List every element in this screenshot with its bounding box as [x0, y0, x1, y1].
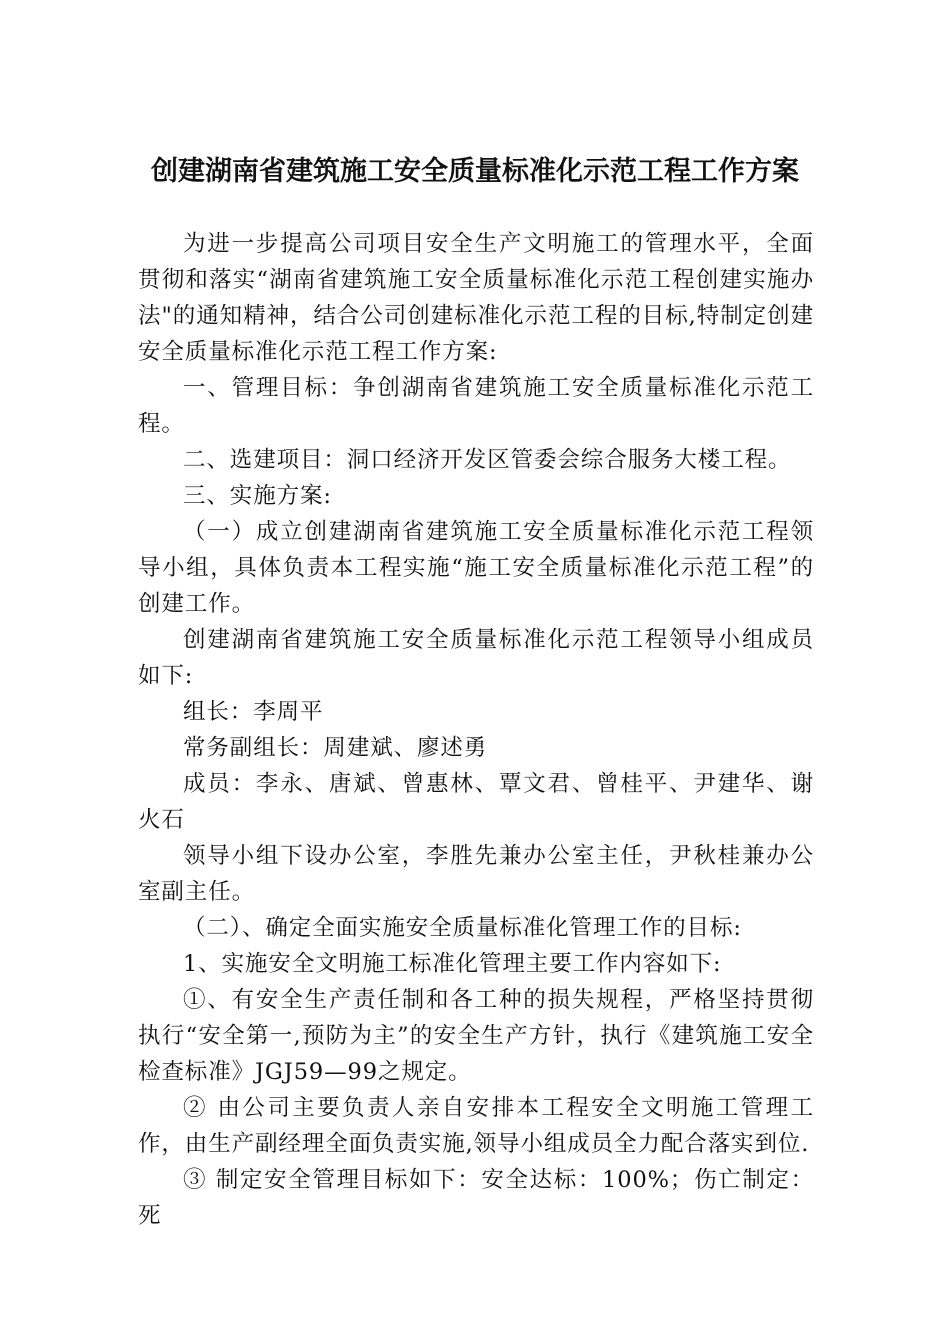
paragraph-management-goal: 一、管理目标：争创湖南省建筑施工安全质量标准化示范工程。 [138, 375, 814, 437]
document-body [138, 226, 814, 1234]
paragraph-group-members-intro: 创建湖南省建筑施工安全质量标准化示范工程领导小组成员如下: [138, 627, 814, 689]
paragraph-subitem-2: ② 由公司主要负责人亲自安排本工程安全文明施工管理工作，由生产副经理全面负责实施,领导小组成员全力配合落实到位. [138, 1095, 814, 1157]
paragraph-group-leader: 组长：李周平 [183, 699, 324, 725]
paragraph-intro: 为进一步提高公司项目安全生产文明施工的管理水平，全面贯彻和落实“湖南省建筑施工安全质量标准化示范工程创建实施办法"的通知精神，结合公司创建标准化示范工程的目标,特制定创建安全质量标准化示范工程工作方案: [138, 231, 814, 365]
paragraph-section-two: （二）、确定全面实施安全质量标准化管理工作的目标: [183, 915, 742, 941]
paragraph-implementation-plan: 三、实施方案: [183, 483, 332, 509]
paragraph-deputy-leaders: 常务副组长：周建斌、廖述勇 [183, 735, 488, 761]
paragraph-leading-group: （一）成立创建湖南省建筑施工安全质量标准化示范工程领导小组，具体负责本工程实施“施工安全质量标准化示范工程”的创建工作。 [138, 519, 814, 617]
paragraph-subitem-1: ①、有安全生产责任制和各工种的损失规程，严格坚持贯彻执行“安全第一,预防为主”的安全生产方针，执行《建筑施工安全检查标准》JGJ59—99之规定。 [138, 987, 814, 1085]
document-title: 创建湖南省建筑施工安全质量标准化示范工程工作方案 [151, 156, 799, 187]
paragraph-members: 成员：李永、唐斌、曾惠林、覃文君、曾桂平、尹建华、谢火石 [138, 771, 814, 833]
paragraph-selected-project: 二、选建项目：洞口经济开发区管委会综合服务大楼工程。 [183, 447, 792, 473]
paragraph-subitem-3: ③ 制定安全管理目标如下：安全达标：100%；伤亡制定：死 [138, 1167, 814, 1229]
paragraph-office: 领导小组下设办公室，李胜先兼办公室主任，尹秋桂兼办公室副主任。 [138, 843, 814, 905]
paragraph-item-one: 1、实施安全文明施工标准化管理主要工作内容如下: [183, 951, 722, 977]
